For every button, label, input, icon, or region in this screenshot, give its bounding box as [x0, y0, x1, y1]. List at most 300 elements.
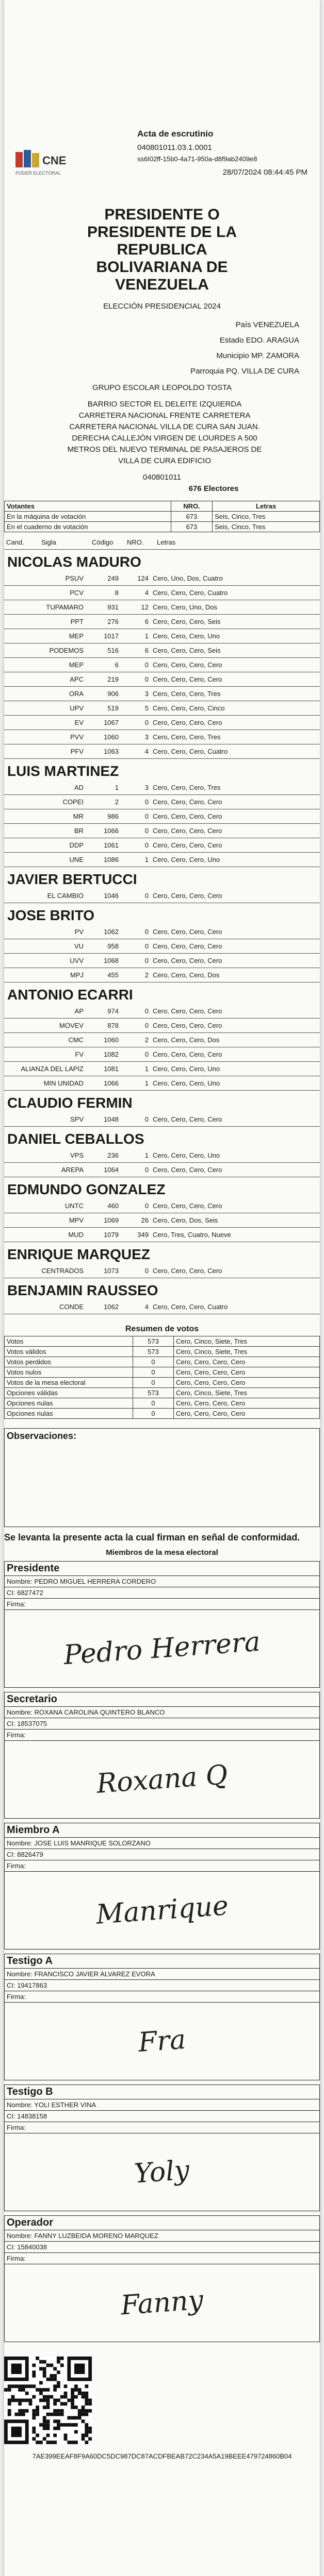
party-codigo: 1066 — [86, 824, 121, 838]
party-row — [4, 687, 320, 701]
signature — [5, 1872, 319, 1949]
miembro-role: Secretario — [5, 1692, 319, 1707]
miembro-box — [4, 1692, 320, 1819]
party-codigo: 2 — [86, 795, 121, 809]
miembro-firma-label: Firma: — [5, 2122, 319, 2133]
resumen-letters: Cero, Cero, Cero, Cero — [174, 1367, 320, 1378]
party-codigo: 1017 — [86, 629, 121, 643]
party-nro: 12 — [121, 600, 151, 615]
party-codigo: 516 — [86, 643, 121, 658]
party-sigla: MPJ — [4, 968, 86, 982]
party-letras: Cero, Cero, Cero, Cero — [151, 1264, 320, 1278]
party-letras: Cero, Cero, Cero, Uno — [151, 1076, 320, 1091]
party-codigo: 519 — [86, 701, 121, 716]
signature-scribble: Pedro Herrera — [62, 1626, 262, 1671]
hdr-codigo: Código — [90, 535, 125, 550]
miembros-title: Miembros de la mesa electoral — [106, 1548, 218, 1557]
miembro-name: Nombre: ROXANA CAROLINA QUINTERO BLANCO — [5, 1707, 319, 1718]
party-codigo: 1068 — [86, 954, 121, 968]
party-letras: Cero, Cero, Cero, Cuatro — [151, 744, 320, 759]
party-row — [4, 795, 320, 809]
party-letras: Cero, Cero, Cero, Cero — [151, 809, 320, 824]
party-letras: Cero, Tres, Cuatro, Nueve — [151, 1228, 320, 1242]
party-row — [4, 1228, 320, 1242]
party-nro: 0 — [121, 672, 151, 687]
resumen-row — [5, 1388, 320, 1398]
party-letras: Cero, Cero, Cero, Cero — [151, 658, 320, 672]
party-row — [4, 889, 320, 903]
resumen-num: 0 — [133, 1378, 174, 1388]
votantes-label: En la máquina de votación — [5, 512, 171, 522]
candidate-parties — [4, 1300, 320, 1314]
miembro-box — [4, 1954, 320, 2080]
party-nro: 26 — [121, 1213, 151, 1228]
resumen-label: Votos perdidos — [5, 1357, 133, 1367]
miembro-box — [4, 2084, 320, 2211]
party-sigla: DDP — [4, 838, 86, 853]
party-nro: 6 — [121, 643, 151, 658]
party-letras: Cero, Cero, Cero, Uno — [151, 1148, 320, 1163]
hdr-sigla: Sigla — [39, 535, 90, 550]
candidate-name: ENRIQUE MARQUEZ — [7, 1246, 150, 1262]
center-name: GRUPO ESCOLAR LEOPOLDO TOSTA — [92, 383, 232, 392]
party-row — [4, 1199, 320, 1213]
conformidad-text: Se levanta la presente acta la cual firman en señal de conformidad. — [4, 1532, 300, 1543]
party-row — [4, 1264, 320, 1278]
miembro-box — [4, 1823, 320, 1950]
resumen-letters: Cero, Cinco, Siete, Tres — [174, 1336, 320, 1347]
election-title — [14, 206, 310, 294]
logo-subtitle: PODER ELECTORAL — [15, 171, 61, 176]
party-codigo: 1064 — [86, 1163, 121, 1177]
party-sigla: VPS — [4, 1148, 86, 1163]
party-nro: 0 — [121, 889, 151, 903]
resumen-label: Votos nulos — [5, 1367, 133, 1378]
candidate-parties — [4, 1148, 320, 1177]
party-sigla: PPT — [4, 615, 86, 629]
signature — [5, 1610, 319, 1687]
party-nro: 3 — [121, 687, 151, 701]
signature-scribble: Roxana Q — [95, 1759, 229, 1800]
center-address: BARRIO SECTOR EL DELEITE IZQUIERDA CARRETERA NACIONAL FRENTE CARRETERA CARRETERA NACIONAL VILLA DE CURA SAN JUAN. DERECHA CALLEJÓN VIRGEN DE LOURDES A 500 METROS DEL NUEVO TERMINAL DE PASAJEROS DE VILLA DE CURA EDIFICIO — [67, 400, 262, 465]
party-letras: Cero, Cero, Cero, Tres — [151, 781, 320, 795]
party-codigo: 455 — [86, 968, 121, 982]
signature — [5, 2003, 319, 2080]
signature-scribble: Fanny — [120, 2284, 204, 2321]
party-letras: Cero, Cero, Cero, Cero — [151, 954, 320, 968]
party-nro: 0 — [121, 954, 151, 968]
party-letras: Cero, Cero, Cero, Uno — [151, 629, 320, 643]
party-codigo: 1079 — [86, 1228, 121, 1242]
resumen-title: Resumen de votos — [125, 1325, 199, 1333]
title-line: BOLIVARIANA DE — [96, 259, 228, 276]
candidate-parties — [4, 1112, 320, 1127]
party-sigla: SPV — [4, 1112, 86, 1127]
party-row — [4, 1213, 320, 1228]
party-codigo: 986 — [86, 809, 121, 824]
party-row — [4, 939, 320, 954]
candidate-name: JOSE BRITO — [7, 907, 95, 923]
party-row — [4, 1300, 320, 1314]
party-row — [4, 643, 320, 658]
candidate-name: LUIS MARTINEZ — [7, 763, 119, 779]
party-codigo: 8 — [86, 586, 121, 600]
party-codigo: 1 — [86, 781, 121, 795]
party-row — [4, 658, 320, 672]
party-codigo: 906 — [86, 687, 121, 701]
candidate-name: JAVIER BERTUCCI — [7, 871, 137, 887]
party-nro: 0 — [121, 1112, 151, 1127]
party-sigla: PSUV — [4, 571, 86, 586]
party-codigo: 276 — [86, 615, 121, 629]
party-nro: 4 — [121, 586, 151, 600]
resumen-row — [5, 1367, 320, 1378]
party-codigo: 1081 — [86, 1062, 121, 1076]
party-letras: Cero, Cero, Cero, Cero — [151, 838, 320, 853]
party-row — [4, 615, 320, 629]
party-header — [4, 535, 320, 550]
party-sigla: CMC — [4, 1033, 86, 1047]
resumen-table — [4, 1336, 320, 1419]
miembro-name: Nombre: FANNY LUZBEIDA MORENO MARQUEZ — [5, 2230, 319, 2242]
party-sigla: EV — [4, 716, 86, 730]
party-letras: Cero, Cero, Cero, Cero — [151, 1019, 320, 1033]
resumen-num: 0 — [133, 1398, 174, 1409]
party-letras: Cero, Cero, Cero, Dos — [151, 1033, 320, 1047]
party-letras: Cero, Cero, Cero, Cero — [151, 795, 320, 809]
acta-hash: 7AE399EEAF8F9A60DC5DC987DC87ACDFBEAB72C234A5A19BEEE479724860B04 — [32, 2452, 292, 2460]
party-row — [4, 744, 320, 759]
miembro-box — [4, 2215, 320, 2342]
party-letras: Cero, Cero, Cero, Uno — [151, 1062, 320, 1076]
resumen-row — [5, 1378, 320, 1388]
resumen-label: Opciones nulas — [5, 1409, 133, 1419]
miembro-ci: CI: 14838158 — [5, 2111, 319, 2122]
party-codigo: 1086 — [86, 853, 121, 867]
party-codigo: 1063 — [86, 744, 121, 759]
party-nro: 0 — [121, 1047, 151, 1062]
signature — [5, 2264, 319, 2342]
party-sigla: BR — [4, 824, 86, 838]
candidate-name: NICOLAS MADURO — [7, 554, 141, 570]
acta-info — [137, 129, 307, 177]
party-codigo: 1061 — [86, 838, 121, 853]
party-letras: Cero, Cero, Dos, Seis — [151, 1213, 320, 1228]
candidate-name: EDMUNDO GONZALEZ — [7, 1181, 166, 1197]
col-letras: Letras — [213, 501, 320, 512]
party-nro: 1 — [121, 629, 151, 643]
party-row — [4, 809, 320, 824]
resumen-letters: Cero, Cero, Cero, Cero — [174, 1378, 320, 1388]
party-row — [4, 954, 320, 968]
miembro-name: Nombre: YOLI ESTHER VINA — [5, 2099, 319, 2111]
candidate-parties — [4, 1199, 320, 1242]
party-letras: Cero, Cero, Cero, Seis — [151, 643, 320, 658]
party-letras: Cero, Cero, Cero, Tres — [151, 730, 320, 744]
miembro-firma-label: Firma: — [5, 2253, 319, 2264]
resumen-num: 573 — [133, 1336, 174, 1347]
party-row — [4, 701, 320, 716]
party-codigo: 974 — [86, 1004, 121, 1019]
candidate-name: ANTONIO ECARRI — [7, 987, 133, 1003]
miembro-role: Presidente — [5, 1562, 319, 1576]
votantes-num: 673 — [171, 512, 212, 522]
center-code: 040801011 — [143, 473, 181, 482]
party-nro: 1 — [121, 1076, 151, 1091]
party-codigo: 1048 — [86, 1112, 121, 1127]
party-letras: Cero, Cero, Cero, Seis — [151, 615, 320, 629]
party-sigla: UVV — [4, 954, 86, 968]
party-codigo: 1046 — [86, 889, 121, 903]
col-votantes: Votantes — [5, 501, 171, 512]
party-codigo: 878 — [86, 1019, 121, 1033]
party-sigla: ORA — [4, 687, 86, 701]
party-letras: Cero, Cero, Cero, Cero — [151, 716, 320, 730]
party-codigo: 249 — [86, 571, 121, 586]
hdr-nro: NRO. — [125, 535, 155, 550]
party-sigla: PCV — [4, 586, 86, 600]
signature-scribble: Fra — [137, 2024, 187, 2059]
acta-number: 040801011.03.1.0001 — [137, 143, 212, 152]
party-nro: 349 — [121, 1228, 151, 1242]
party-sigla: VU — [4, 939, 86, 954]
candidate-parties — [4, 925, 320, 982]
hdr-cand: Cand. — [4, 535, 39, 550]
resumen-label: Opciones nulas — [5, 1398, 133, 1409]
candidate-name: CLAUDIO FERMIN — [7, 1095, 133, 1111]
party-nro: 5 — [121, 701, 151, 716]
candidate-parties — [4, 1004, 320, 1091]
party-nro: 1 — [121, 1062, 151, 1076]
miembro-ci: CI: 15840038 — [5, 2242, 319, 2253]
resumen-letters: Cero, Cero, Cero, Cero — [174, 1409, 320, 1419]
party-row — [4, 838, 320, 853]
party-letras: Cero, Cero, Cero, Cinco — [151, 701, 320, 716]
party-nro: 2 — [121, 1033, 151, 1047]
party-row — [4, 1004, 320, 1019]
miembro-ci: CI: 6827472 — [5, 1587, 319, 1599]
party-sigla: PFV — [4, 744, 86, 759]
party-sigla: PV — [4, 925, 86, 939]
observaciones-box — [4, 1428, 320, 1527]
party-row — [4, 781, 320, 795]
party-codigo: 1067 — [86, 716, 121, 730]
party-sigla: APC — [4, 672, 86, 687]
hdr-letras: Letras — [155, 535, 320, 550]
party-row — [4, 1062, 320, 1076]
votantes-letters: Seis, Cinco, Tres — [213, 522, 320, 532]
party-letras: Cero, Cero, Cero, Cero — [151, 1112, 320, 1127]
party-codigo: 1060 — [86, 1033, 121, 1047]
party-row — [4, 1076, 320, 1091]
party-row — [4, 853, 320, 867]
title-line: PRESIDENTE O — [104, 206, 220, 223]
resumen-num: 0 — [133, 1367, 174, 1378]
party-nro: 0 — [121, 838, 151, 853]
acta-datetime: 28/07/2024 08:44:45 PM — [222, 168, 307, 177]
party-nro: 3 — [121, 781, 151, 795]
party-nro: 1 — [121, 1148, 151, 1163]
party-nro: 0 — [121, 1163, 151, 1177]
party-sigla: AREPA — [4, 1163, 86, 1177]
acta-code: ss6I02ff-15b0-4a71-950a-d8f9ab2409e8 — [137, 155, 257, 163]
candidate-parties — [4, 571, 320, 759]
miembros-list — [4, 1561, 320, 2342]
party-sigla: MOVEV — [4, 1019, 86, 1033]
party-letras: Cero, Cero, Cero, Cero — [151, 925, 320, 939]
party-codigo: 460 — [86, 1199, 121, 1213]
party-sigla: ALIANZA DEL LAPIZ — [4, 1062, 86, 1076]
party-nro: 0 — [121, 925, 151, 939]
acta-receipt — [4, 0, 320, 2576]
resumen-num: 573 — [133, 1388, 174, 1398]
miembro-role: Miembro A — [5, 1823, 319, 1838]
candidate-name: BENJAMIN RAUSSEO — [7, 1282, 158, 1298]
miembro-ci: CI: 8826479 — [5, 1849, 319, 1860]
party-sigla: COPEI — [4, 795, 86, 809]
party-row — [4, 716, 320, 730]
miembro-box — [4, 1561, 320, 1688]
miembro-name: Nombre: JOSE LUIS MANRIQUE SOLORZANO — [5, 1838, 319, 1849]
party-row — [4, 1163, 320, 1177]
party-letras: Cero, Uno, Dos, Cuatro — [151, 571, 320, 586]
candidate-name: DANIEL CEBALLOS — [7, 1131, 144, 1147]
party-sigla: PVV — [4, 730, 86, 744]
resumen-row — [5, 1409, 320, 1419]
party-codigo: 931 — [86, 600, 121, 615]
party-nro: 0 — [121, 809, 151, 824]
party-codigo: 958 — [86, 939, 121, 954]
miembro-role: Testigo A — [5, 1954, 319, 1969]
party-row — [4, 1112, 320, 1127]
miembro-role: Operador — [5, 2216, 319, 2230]
votantes-num: 673 — [171, 522, 212, 532]
resumen-label: Votos — [5, 1336, 133, 1347]
party-sigla: MEP — [4, 629, 86, 643]
party-nro: 1 — [121, 853, 151, 867]
party-letras: Cero, Cero, Cero, Cero — [151, 1047, 320, 1062]
miembro-role: Testigo B — [5, 2085, 319, 2099]
electors-count: 676 Electores — [188, 484, 239, 493]
party-nro: 0 — [121, 1004, 151, 1019]
party-sigla: CONDE — [4, 1300, 86, 1314]
party-row — [4, 672, 320, 687]
miembro-firma-label: Firma: — [5, 1599, 319, 1610]
party-codigo: 1066 — [86, 1076, 121, 1091]
candidate-parties — [4, 889, 320, 903]
party-row — [4, 968, 320, 982]
party-codigo: 1073 — [86, 1264, 121, 1278]
party-codigo: 1060 — [86, 730, 121, 744]
signature-scribble: Manrique — [94, 1890, 230, 1930]
party-row — [4, 571, 320, 586]
resumen-label: Opciones válidas — [5, 1388, 133, 1398]
party-row — [4, 1047, 320, 1062]
party-letras: Cero, Cero, Cero, Cero — [151, 672, 320, 687]
party-sigla: UNE — [4, 853, 86, 867]
signature — [5, 2133, 319, 2211]
party-row — [4, 1148, 320, 1163]
resumen-letters: Cero, Cinco, Siete, Tres — [174, 1347, 320, 1357]
party-nro: 124 — [121, 571, 151, 586]
party-row — [4, 586, 320, 600]
acta-header — [4, 0, 320, 206]
party-letras: Cero, Cero, Cero, Dos — [151, 968, 320, 982]
title-line: PRESIDENTE DE LA — [87, 224, 237, 241]
party-codigo: 219 — [86, 672, 121, 687]
party-codigo: 1069 — [86, 1213, 121, 1228]
party-codigo: 1062 — [86, 925, 121, 939]
party-sigla: AP — [4, 1004, 86, 1019]
party-letras: Cero, Cero, Cero, Cuatro — [151, 1300, 320, 1314]
candidate-parties — [4, 781, 320, 867]
party-nro: 6 — [121, 615, 151, 629]
party-nro: 0 — [121, 658, 151, 672]
party-sigla: CENTRADOS — [4, 1264, 86, 1278]
party-letras: Cero, Cero, Uno, Dos — [151, 600, 320, 615]
party-sigla: MPV — [4, 1213, 86, 1228]
party-row — [4, 824, 320, 838]
miembro-firma-label: Firma: — [5, 1730, 319, 1741]
party-nro: 2 — [121, 968, 151, 982]
country: País VENEZUELA — [235, 320, 299, 329]
municipality: Municipio MP. ZAMORA — [216, 351, 299, 360]
title-line: VENEZUELA — [115, 276, 209, 293]
party-letras: Cero, Cero, Cero, Cero — [151, 1004, 320, 1019]
party-letras: Cero, Cero, Cero, Cero — [151, 1163, 320, 1177]
party-sigla: EL CAMBIO — [4, 889, 86, 903]
party-row — [4, 1019, 320, 1033]
party-nro: 0 — [121, 1264, 151, 1278]
party-sigla: UNTC — [4, 1199, 86, 1213]
resumen-letters: Cero, Cinco, Siete, Tres — [174, 1388, 320, 1398]
party-nro: 4 — [121, 1300, 151, 1314]
resumen-row — [5, 1347, 320, 1357]
observaciones-label: Observaciones: — [7, 1431, 77, 1441]
votantes-label: En el cuaderno de votación — [5, 522, 171, 532]
party-letras: Cero, Cero, Cero, Tres — [151, 687, 320, 701]
party-letras: Cero, Cero, Cero, Uno — [151, 853, 320, 867]
resumen-row — [5, 1398, 320, 1409]
logo-text: CNE — [42, 154, 67, 167]
party-nro: 4 — [121, 744, 151, 759]
miembro-name: Nombre: PEDRO MIGUEL HERRERA CORDERO — [5, 1576, 319, 1587]
party-nro: 0 — [121, 716, 151, 730]
party-sigla: MUD — [4, 1228, 86, 1242]
party-nro: 3 — [121, 730, 151, 744]
party-nro: 0 — [121, 824, 151, 838]
qr-code-icon — [4, 2357, 92, 2444]
votantes-table — [4, 501, 320, 532]
resumen-letters: Cero, Cero, Cero, Cero — [174, 1357, 320, 1367]
election-name: ELECCIÓN PRESIDENCIAL 2024 — [103, 302, 221, 311]
party-row — [4, 1033, 320, 1047]
party-nro: 0 — [121, 795, 151, 809]
party-letras: Cero, Cero, Cero, Cero — [151, 939, 320, 954]
party-sigla: FV — [4, 1047, 86, 1062]
party-codigo: 1082 — [86, 1047, 121, 1062]
party-nro: 0 — [121, 939, 151, 954]
party-letras: Cero, Cero, Cero, Cero — [151, 824, 320, 838]
party-sigla: TUPAMARO — [4, 600, 86, 615]
acta-title: Acta de escrutinio — [137, 129, 214, 139]
resumen-row — [5, 1336, 320, 1347]
party-sigla: UPV — [4, 701, 86, 716]
title-line: REPUBLICA — [117, 241, 207, 258]
party-sigla: PODEMOS — [4, 643, 86, 658]
resumen-row — [5, 1357, 320, 1367]
state: Estado EDO. ARAGUA — [219, 336, 299, 345]
